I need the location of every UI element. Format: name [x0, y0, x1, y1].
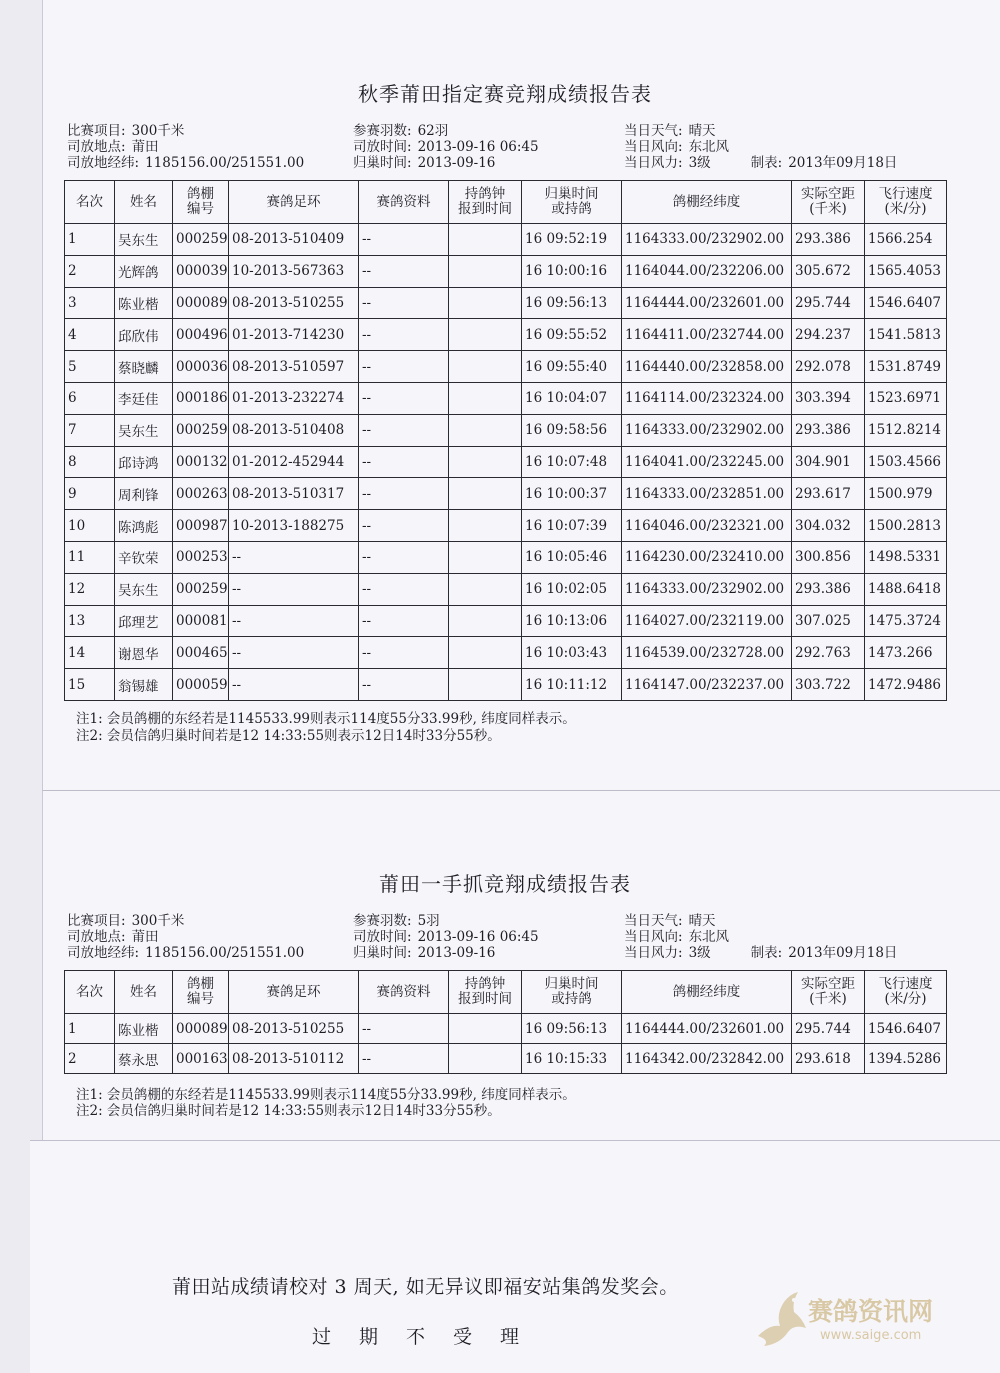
meta-weather: 当日天气: 晴天	[624, 123, 716, 139]
cell-coords: 1164539.00/232728.00	[622, 637, 792, 669]
results-table	[64, 970, 947, 1074]
cell-arrival: 16 09:55:52	[522, 319, 622, 351]
cell-name: 翁锡雄	[115, 669, 173, 701]
cell-coords: 1164046.00/232321.00	[622, 510, 792, 542]
cell-name: 吴东生	[115, 414, 173, 446]
col-header-arrival: 归巢时间 或持鸽	[522, 181, 622, 224]
cell-ring: 08-2013-510112	[229, 1044, 359, 1074]
cell-coords: 1164044.00/232206.00	[622, 255, 792, 287]
cell-loft: 000253	[173, 541, 229, 573]
cell-clock	[449, 1044, 522, 1074]
cell-name: 邱诗鸿	[115, 446, 173, 478]
cell-info: --	[359, 255, 449, 287]
cell-ring: 08-2013-510317	[229, 478, 359, 510]
cell-rank: 4	[65, 319, 115, 351]
cell-arrival: 16 10:13:06	[522, 605, 622, 637]
col-header-loft: 鸽棚 编号	[173, 971, 229, 1014]
cell-info: --	[359, 605, 449, 637]
table-row	[65, 605, 947, 637]
meta-made-date: 制表: 2013年09月18日	[750, 945, 898, 961]
cell-coords: 1164342.00/232842.00	[622, 1044, 792, 1074]
note-1: 注1: 会员鸽棚的东经若是1145533.99则表示114度55分33.99秒, 纬度同样表示。	[76, 711, 576, 727]
table-row	[65, 382, 947, 414]
cell-ring: 08-2013-510597	[229, 351, 359, 383]
cell-info: --	[359, 478, 449, 510]
cell-distance: 292.078	[792, 351, 865, 383]
col-header-speed: 飞行速度 (米/分)	[865, 971, 947, 1014]
cell-arrival: 16 09:58:56	[522, 414, 622, 446]
cell-ring: 10-2013-188275	[229, 510, 359, 542]
cell-rank: 1	[65, 224, 115, 256]
cell-rank: 1	[65, 1014, 115, 1044]
cell-loft: 000132	[173, 446, 229, 478]
cell-distance: 295.744	[792, 287, 865, 319]
cell-info: --	[359, 669, 449, 701]
cell-info: --	[359, 351, 449, 383]
cell-info: --	[359, 1014, 449, 1044]
cell-coords: 1164333.00/232851.00	[622, 478, 792, 510]
cell-coords: 1164333.00/232902.00	[622, 573, 792, 605]
cell-clock	[449, 287, 522, 319]
table-row	[65, 319, 947, 351]
cell-loft: 000259	[173, 414, 229, 446]
table-row	[65, 573, 947, 605]
cell-clock	[449, 637, 522, 669]
cell-arrival: 16 10:15:33	[522, 1044, 622, 1074]
cell-distance: 293.386	[792, 224, 865, 256]
cell-info: --	[359, 1044, 449, 1074]
cell-ring: --	[229, 605, 359, 637]
cell-ring: 08-2013-510408	[229, 414, 359, 446]
cell-coords: 1164114.00/232324.00	[622, 382, 792, 414]
cell-distance: 293.617	[792, 478, 865, 510]
meta-wind-direction: 当日风向: 东北风	[624, 139, 730, 155]
cell-distance: 307.025	[792, 605, 865, 637]
meta-release-place: 司放地点: 莆田	[67, 929, 159, 945]
cell-distance: 293.386	[792, 573, 865, 605]
cell-name: 蔡晓麟	[115, 351, 173, 383]
cell-speed: 1475.3724	[865, 605, 947, 637]
meta-wind-direction: 当日风向: 东北风	[624, 929, 730, 945]
col-header-distance: 实际空距 (千米)	[792, 181, 865, 224]
table-row	[65, 414, 947, 446]
col-header-arrival: 归巢时间 或持鸽	[522, 971, 622, 1014]
cell-ring: 01-2013-714230	[229, 319, 359, 351]
cell-rank: 9	[65, 478, 115, 510]
meta-race-item: 比赛项目: 300千米	[67, 913, 185, 929]
cell-clock	[449, 1014, 522, 1044]
note-1: 注1: 会员鸽棚的东经若是1145533.99则表示114度55分33.99秒, 纬度同样表示。	[76, 1087, 576, 1103]
cell-arrival: 16 10:07:48	[522, 446, 622, 478]
cell-rank: 12	[65, 573, 115, 605]
cell-speed: 1394.5286	[865, 1044, 947, 1074]
note-2: 注2: 会员信鸽归巢时间若是12 14:33:55则表示12日14时33分55秒。	[76, 728, 501, 744]
col-header-coords: 鸽棚经纬度	[622, 181, 792, 224]
cell-loft: 000089	[173, 287, 229, 319]
cell-loft: 000039	[173, 255, 229, 287]
col-header-name: 姓名	[115, 181, 173, 224]
cell-distance: 293.618	[792, 1044, 865, 1074]
cell-speed: 1523.6971	[865, 382, 947, 414]
col-header-ring: 赛鸽足环	[229, 181, 359, 224]
cell-loft: 000465	[173, 637, 229, 669]
cell-name: 陈业楷	[115, 1014, 173, 1044]
cell-speed: 1531.8749	[865, 351, 947, 383]
meta-return-time: 归巢时间: 2013-09-16	[353, 945, 496, 961]
cell-rank: 10	[65, 510, 115, 542]
cell-clock	[449, 319, 522, 351]
cell-rank: 8	[65, 446, 115, 478]
col-header-rank: 名次	[65, 181, 115, 224]
meta-wind-force: 当日风力: 3级 制表: 2013年09月18日	[624, 945, 898, 961]
cell-loft: 000263	[173, 478, 229, 510]
cell-name: 光辉鸽	[115, 255, 173, 287]
cell-ring: --	[229, 541, 359, 573]
cell-loft: 000259	[173, 573, 229, 605]
cell-ring: 08-2013-510409	[229, 224, 359, 256]
cell-info: --	[359, 382, 449, 414]
cell-distance: 303.722	[792, 669, 865, 701]
cell-loft: 000186	[173, 382, 229, 414]
cell-clock	[449, 510, 522, 542]
cell-arrival: 16 10:05:46	[522, 541, 622, 573]
table-row	[65, 669, 947, 701]
cell-coords: 1164027.00/232119.00	[622, 605, 792, 637]
cell-arrival: 16 09:56:13	[522, 1014, 622, 1044]
col-header-info: 赛鸽资料	[359, 181, 449, 224]
results-table-body	[65, 1014, 947, 1074]
footer-expiry-notice: 过期不受理	[312, 1326, 548, 1348]
cell-loft: 000259	[173, 224, 229, 256]
col-header-rank: 名次	[65, 971, 115, 1014]
table-row	[65, 478, 947, 510]
table-row	[65, 1044, 947, 1074]
cell-arrival: 16 10:04:07	[522, 382, 622, 414]
cell-ring: 08-2013-510255	[229, 287, 359, 319]
cell-speed: 1566.254	[865, 224, 947, 256]
cell-name: 谢恩华	[115, 637, 173, 669]
cell-ring: 01-2013-232274	[229, 382, 359, 414]
cell-coords: 1164440.00/232858.00	[622, 351, 792, 383]
cell-arrival: 16 10:02:05	[522, 573, 622, 605]
cell-rank: 11	[65, 541, 115, 573]
cell-ring: 08-2013-510255	[229, 1014, 359, 1044]
meta-release-coords: 司放地经纬: 1185156.00/251551.00	[67, 945, 305, 961]
cell-rank: 15	[65, 669, 115, 701]
cell-speed: 1565.4053	[865, 255, 947, 287]
meta-entries: 参赛羽数: 5羽	[353, 913, 440, 929]
meta-race-item: 比赛项目: 300千米	[67, 123, 185, 139]
cell-clock	[449, 541, 522, 573]
col-header-coords: 鸽棚经纬度	[622, 971, 792, 1014]
col-header-info: 赛鸽资料	[359, 971, 449, 1014]
cell-name: 蔡永思	[115, 1044, 173, 1074]
cell-clock	[449, 446, 522, 478]
site-watermark	[750, 1284, 990, 1354]
cell-speed: 1546.6407	[865, 287, 947, 319]
meta-release-place: 司放地点: 莆田	[67, 139, 159, 155]
cell-speed: 1472.9486	[865, 669, 947, 701]
col-header-loft: 鸽棚 编号	[173, 181, 229, 224]
col-header-clock: 持鸽钟 报到时间	[449, 181, 522, 224]
cell-clock	[449, 351, 522, 383]
cell-name: 吴东生	[115, 224, 173, 256]
meta-wind-force: 当日风力: 3级 制表: 2013年09月18日	[624, 155, 898, 171]
cell-rank: 2	[65, 255, 115, 287]
cell-info: --	[359, 637, 449, 669]
watermark-site-url: www.saige.com	[820, 1328, 922, 1343]
cell-clock	[449, 414, 522, 446]
table-row	[65, 255, 947, 287]
cell-coords: 1164333.00/232902.00	[622, 414, 792, 446]
cell-rank: 7	[65, 414, 115, 446]
results-table-body	[65, 224, 947, 701]
cell-clock	[449, 255, 522, 287]
col-header-clock: 持鸽钟 报到时间	[449, 971, 522, 1014]
cell-speed: 1512.8214	[865, 414, 947, 446]
cell-loft: 000987	[173, 510, 229, 542]
table-row	[65, 351, 947, 383]
cell-distance: 294.237	[792, 319, 865, 351]
meta-return-time: 归巢时间: 2013-09-16	[353, 155, 496, 171]
cell-loft: 000163	[173, 1044, 229, 1074]
watermark-site-name: 赛鸽资讯网	[808, 1297, 934, 1326]
cell-clock	[449, 382, 522, 414]
cell-arrival: 16 09:52:19	[522, 224, 622, 256]
meta-made-date: 制表: 2013年09月18日	[750, 155, 898, 171]
results-table	[64, 180, 947, 701]
cell-loft: 000496	[173, 319, 229, 351]
cell-distance: 292.763	[792, 637, 865, 669]
cell-rank: 2	[65, 1044, 115, 1074]
cell-info: --	[359, 287, 449, 319]
cell-arrival: 16 09:56:13	[522, 287, 622, 319]
cell-loft: 000081	[173, 605, 229, 637]
report-title: 莆田一手抓竞翔成绩报告表	[379, 872, 631, 896]
cell-distance: 304.032	[792, 510, 865, 542]
cell-loft: 000089	[173, 1014, 229, 1044]
table-row	[65, 1014, 947, 1044]
meta-release-time: 司放时间: 2013-09-16 06:45	[353, 929, 539, 945]
table-header-row	[65, 181, 947, 224]
col-header-ring: 赛鸽足环	[229, 971, 359, 1014]
cell-speed: 1500.979	[865, 478, 947, 510]
cell-name: 周利锋	[115, 478, 173, 510]
meta-release-coords: 司放地经纬: 1185156.00/251551.00	[67, 155, 305, 171]
cell-arrival: 16 10:11:12	[522, 669, 622, 701]
cell-arrival: 16 10:03:43	[522, 637, 622, 669]
cell-distance: 303.394	[792, 382, 865, 414]
cell-rank: 6	[65, 382, 115, 414]
cell-ring: --	[229, 669, 359, 701]
cell-info: --	[359, 541, 449, 573]
footer-notice: 莆田站成绩请校对 3 周天, 如无异议即福安站集鸽发奖会。	[172, 1276, 679, 1298]
cell-name: 邱欣伟	[115, 319, 173, 351]
report-title: 秋季莆田指定赛竞翔成绩报告表	[358, 82, 652, 106]
cell-speed: 1500.2813	[865, 510, 947, 542]
cell-distance: 304.901	[792, 446, 865, 478]
cell-clock	[449, 669, 522, 701]
cell-coords: 1164333.00/232902.00	[622, 224, 792, 256]
cell-loft: 000036	[173, 351, 229, 383]
cell-name: 陈鸿彪	[115, 510, 173, 542]
pigeon-logo-icon	[750, 1288, 810, 1350]
note-2: 注2: 会员信鸽归巢时间若是12 14:33:55则表示12日14时33分55秒。	[76, 1103, 501, 1119]
cell-ring: 10-2013-567363	[229, 255, 359, 287]
meta-weather: 当日天气: 晴天	[624, 913, 716, 929]
col-header-distance: 实际空距 (千米)	[792, 971, 865, 1014]
cell-info: --	[359, 446, 449, 478]
cell-loft: 000059	[173, 669, 229, 701]
cell-coords: 1164041.00/232245.00	[622, 446, 792, 478]
cell-coords: 1164230.00/232410.00	[622, 541, 792, 573]
cell-clock	[449, 573, 522, 605]
col-header-speed: 飞行速度 (米/分)	[865, 181, 947, 224]
cell-name: 邱理艺	[115, 605, 173, 637]
table-header-row	[65, 971, 947, 1014]
cell-distance: 293.386	[792, 414, 865, 446]
cell-info: --	[359, 573, 449, 605]
table-row	[65, 287, 947, 319]
cell-arrival: 16 10:07:39	[522, 510, 622, 542]
cell-arrival: 16 10:00:16	[522, 255, 622, 287]
cell-rank: 3	[65, 287, 115, 319]
cell-name: 陈业楷	[115, 287, 173, 319]
cell-clock	[449, 605, 522, 637]
cell-info: --	[359, 224, 449, 256]
cell-speed: 1503.4566	[865, 446, 947, 478]
cell-clock	[449, 224, 522, 256]
cell-info: --	[359, 510, 449, 542]
cell-distance: 300.856	[792, 541, 865, 573]
table-row	[65, 224, 947, 256]
cell-info: --	[359, 414, 449, 446]
table-row	[65, 637, 947, 669]
table-row	[65, 446, 947, 478]
cell-rank: 13	[65, 605, 115, 637]
cell-ring: 01-2012-452944	[229, 446, 359, 478]
cell-coords: 1164444.00/232601.00	[622, 287, 792, 319]
cell-info: --	[359, 319, 449, 351]
cell-arrival: 16 10:00:37	[522, 478, 622, 510]
cell-clock	[449, 478, 522, 510]
cell-arrival: 16 09:55:40	[522, 351, 622, 383]
cell-coords: 1164444.00/232601.00	[622, 1014, 792, 1044]
col-header-name: 姓名	[115, 971, 173, 1014]
cell-speed: 1488.6418	[865, 573, 947, 605]
cell-name: 李廷佳	[115, 382, 173, 414]
table-row	[65, 541, 947, 573]
meta-entries: 参赛羽数: 62羽	[353, 123, 449, 139]
cell-name: 吴东生	[115, 573, 173, 605]
cell-distance: 305.672	[792, 255, 865, 287]
meta-release-time: 司放时间: 2013-09-16 06:45	[353, 139, 539, 155]
cell-speed: 1498.5331	[865, 541, 947, 573]
cell-coords: 1164147.00/232237.00	[622, 669, 792, 701]
cell-ring: --	[229, 637, 359, 669]
cell-speed: 1541.5813	[865, 319, 947, 351]
cell-rank: 14	[65, 637, 115, 669]
cell-coords: 1164411.00/232744.00	[622, 319, 792, 351]
cell-ring: --	[229, 573, 359, 605]
cell-speed: 1546.6407	[865, 1014, 947, 1044]
cell-distance: 295.744	[792, 1014, 865, 1044]
table-row	[65, 510, 947, 542]
cell-name: 辛钦荣	[115, 541, 173, 573]
cell-speed: 1473.266	[865, 637, 947, 669]
cell-rank: 5	[65, 351, 115, 383]
